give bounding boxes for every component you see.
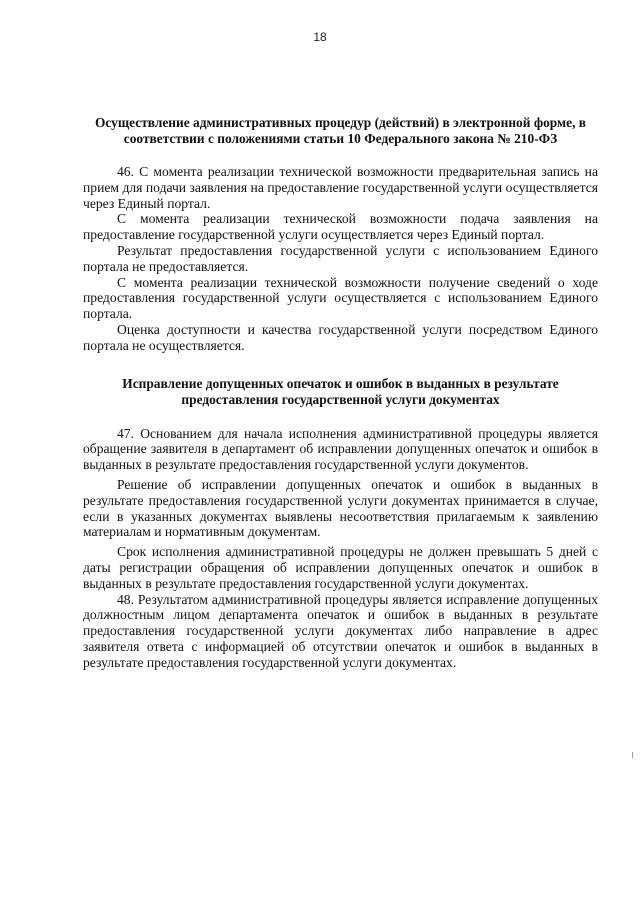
paragraph-48: 48. Результатом административной процедуры является исправление допущенных должностным лицом департамента опечаток и ошибок в выданных в результате предоставления государственной услуги документах либо направление в адрес заявителя ответа с информацией об отсутствии опечаток и ошибок в выданных в результате предоставления государственной услуги документах. (83, 591, 598, 670)
paragraph-application-submission: С момента реализации технической возможности подача заявления на предоставление государственной услуги осуществляется через Единый портал. (83, 211, 598, 243)
scan-artifact-mark (632, 752, 633, 758)
section-error-correction (83, 376, 598, 671)
paragraph-46: 46. С момента реализации технической возможности предварительная запись на прием для подачи заявления на предоставление государственной услуги осуществляется через Единый портал. (83, 164, 598, 211)
paragraph-status-information: С момента реализации технической возможности получение сведений о ходе предоставления государственной услуги осуществляется с использованием Единого портала. (83, 274, 598, 322)
section-electronic-procedures (83, 115, 598, 354)
section-heading-electronic-procedures: Осуществление административных процедур (действий) в электронной форме, в соответствии с положениями статьи 10 Федерального закона № 210-ФЗ (94, 115, 587, 146)
paragraph-correction-decision: Решение об исправлении допущенных опечаток и ошибок в выданных в результате предоставления государственной услуги документах принимается в случае, если в указанных документах выявлены несоответствия прилагаемым к заявлению материалам и нормативным документам. (83, 476, 598, 540)
paragraph-procedure-deadline: Срок исполнения административной процедуры не должен превышать 5 дней с даты регистрации обращения об исправлении допущенных опечаток и ошибок в выданных в результате предоставления государственной услуги документах. (83, 544, 598, 591)
paragraph-47: 47. Основанием для начала исполнения административной процедуры является обращение заявителя в департамент об исправлении допущенных опечаток и ошибок в выданных в результате предоставления государственной услуги документов. (83, 425, 598, 473)
page-content (83, 115, 598, 671)
paragraph-quality-assessment: Оценка доступности и качества государственной услуги посредством Единого портала не осуществляется. (83, 321, 598, 353)
section-heading-error-correction: Исправление допущенных опечаток и ошибок в выданных в результате предоставления государственной услуги документах (122, 375, 559, 407)
page-number: 18 (313, 30, 327, 44)
paragraph-result-not-provided: Результат предоставления государственной услуги с использованием Единого портала не предоставляется. (83, 242, 598, 274)
